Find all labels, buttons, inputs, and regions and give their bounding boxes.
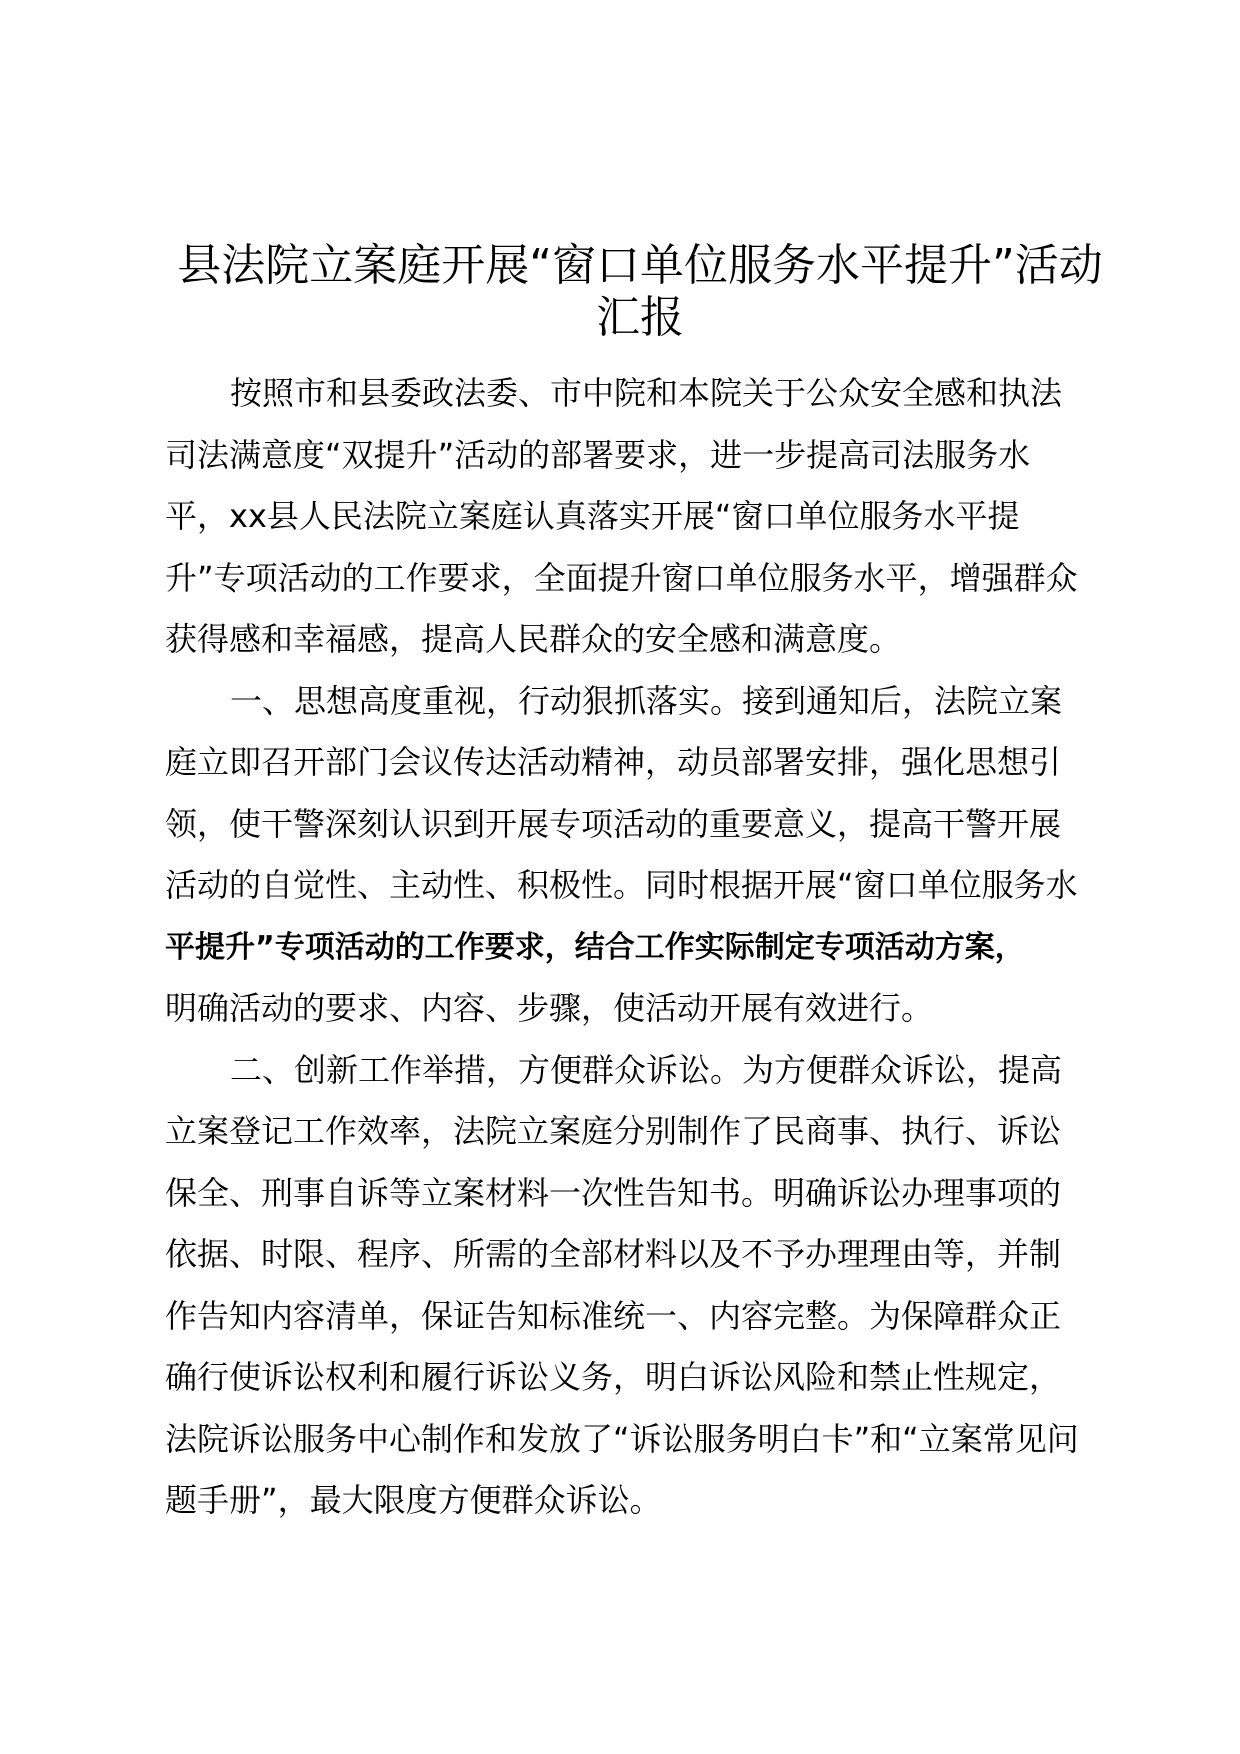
text-line: 平提升”专项活动的工作要求，结合工作实际制定专项活动方案， (165, 929, 1025, 965)
text-line: 升”专项活动的工作要求，全面提升窗口单位服务水平，增强群众 (165, 558, 1078, 597)
text-line: 一、思想高度重视，行动狠抓落实。接到通知后，法院立案 (230, 681, 1063, 720)
text-line: 领，使干警深刻认识到开展专项活动的重要意义，提高干警开展 (165, 804, 1062, 843)
text-line: 作告知内容清单，保证告知标准统一、内容完整。为保障群众正 (165, 1296, 1062, 1335)
document-title (160, 240, 1120, 344)
title-line: 县法院立案庭开展“窗口单位服务水平提升”活动 (177, 240, 1103, 291)
text-line: 确行使诉讼权利和履行诉讼义务，明白诉讼风险和禁止性规定， (165, 1358, 1062, 1396)
text-line: 庭立即召开部门会议传达活动精神，动员部署安排，强化思想引 (165, 743, 1062, 781)
text-line: 二、创新工作举措，方便群众诉讼。为方便群众诉讼，提高 (230, 1050, 1063, 1089)
paragraph-section-1 (165, 671, 1125, 1040)
text-line: 依据、时限、程序、所需的全部材料以及不予办理理由等，并制 (165, 1235, 1062, 1273)
title-line: 汇报 (596, 292, 684, 343)
text-line: 明确活动的要求、内容、步骤，使活动开展有效进行。 (165, 989, 934, 1027)
text-line: 活动的自觉性、主动性、积极性。同时根据开展“窗口单位服务水 (165, 866, 1078, 904)
text-line: 获得感和幸福感，提高人民群众的安全感和满意度。 (165, 620, 902, 658)
text-line: 题手册”，最大限度方便群众诉讼。 (165, 1481, 662, 1519)
text-line: 司法满意度“双提升”活动的部署要求，进一步提高司法服务水 (165, 435, 1031, 474)
paragraph-intro (165, 363, 1125, 671)
text-line: 平，xx县人民法院立案庭认真落实开展“窗口单位服务水平提 (165, 497, 1020, 535)
text-line: 保全、刑事自诉等立案材料一次性告知书。明确诉讼办理事项的 (165, 1173, 1062, 1212)
text-line: 立案登记工作效率，法院立案庭分别制作了民商事、执行、诉讼 (165, 1112, 1062, 1150)
document-body (165, 363, 1125, 1532)
paragraph-section-2 (165, 1040, 1125, 1532)
text-line: 法院诉讼服务中心制作和发放了“诉讼服务明白卡”和“立案常见问 (165, 1419, 1079, 1458)
text-line: 按照市和县委政法委、市中院和本院关于公众安全感和执法 (230, 374, 1063, 412)
